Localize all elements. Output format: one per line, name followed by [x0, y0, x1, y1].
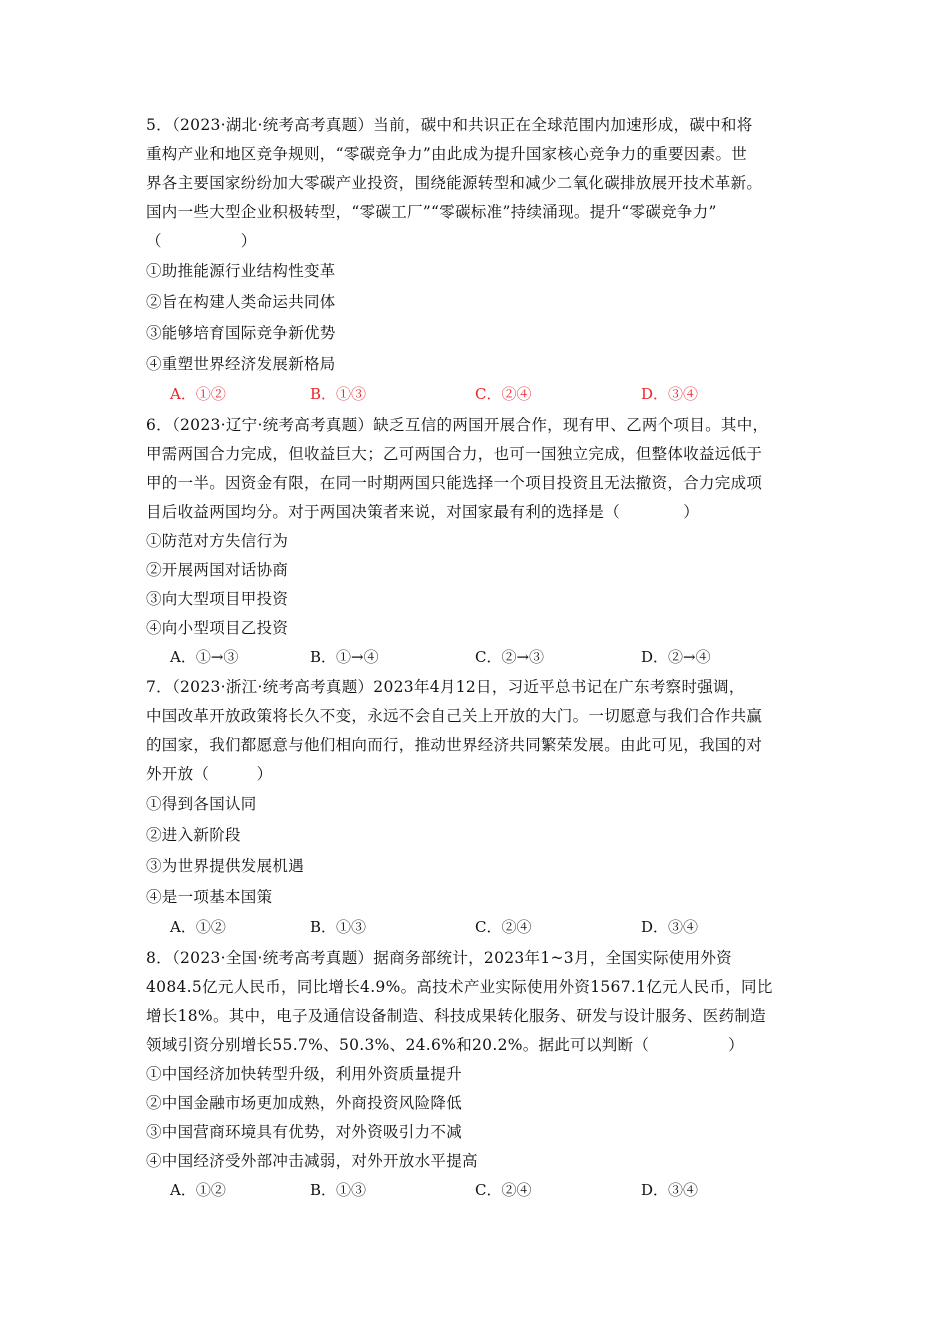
statement-option: ③能够培育国际竞争新优势	[146, 324, 336, 342]
question-stem-line: 重构产业和地区竞争规则，“零碳竞争力”由此成为提升国家核心竞争力的重要因素。世	[146, 145, 748, 163]
choice-a[interactable]: A．①②	[170, 1181, 226, 1199]
statement-option: ④重塑世界经济发展新格局	[146, 355, 336, 373]
statement-option: ②旨在构建人类命运共同体	[146, 293, 336, 311]
question-stem-line: 增长18%。其中，电子及通信设备制造、科技成果转化服务、研发与设计服务、医药制造	[146, 1007, 766, 1025]
question-8	[146, 944, 836, 1205]
question-stem-line: 的国家，我们都愿意与他们相向而行，推动世界经济共同繁荣发展。由此可见，我国的对	[146, 736, 763, 754]
statement-option: ①助推能源行业结构性变革	[146, 262, 336, 280]
statement-option: ①防范对方失信行为	[146, 532, 289, 550]
choice-a[interactable]: A．①→③	[170, 648, 239, 666]
choice-b[interactable]: B．①③	[310, 918, 367, 936]
statement-option: ②进入新阶段	[146, 826, 241, 844]
statement-option: ④中国经济受外部冲击减弱，对外开放水平提高	[146, 1152, 478, 1170]
question-stem-line: 中国改革开放政策将长久不变，永远不会自己关上开放的大门。一切愿意与我们合作共赢	[146, 707, 763, 725]
statement-option: ②中国金融市场更加成熟，外商投资风险降低	[146, 1094, 463, 1112]
question-stem-line: 4084.5亿元人民币，同比增长4.9%。高技术产业实际使用外资1567.1亿元人民币，同比	[146, 978, 773, 996]
choice-c[interactable]: C．②④	[475, 385, 532, 403]
answer-choices	[146, 913, 836, 942]
statement-option: ①中国经济加快转型升级，利用外资质量提升	[146, 1065, 463, 1083]
question-6	[146, 411, 836, 672]
statement-option: ①得到各国认同	[146, 795, 257, 813]
statement-option: ④是一项基本国策	[146, 888, 273, 906]
choice-d[interactable]: D．③④	[641, 918, 699, 936]
question-stem-line: 国内一些大型企业积极转型，“零碳工厂”“零碳标准”持续涌现。提升“零碳竞争力”	[146, 203, 717, 221]
question-stem-line: 领域引资分别增长55.7%、50.3%、24.6%和20.2%。据此可以判断（ ）	[146, 1036, 744, 1054]
choice-b[interactable]: B．①→④	[310, 648, 379, 666]
choice-b[interactable]: B．①③	[310, 1181, 367, 1199]
question-stem-line: 甲的一半。因资金有限，在同一时期两国只能选择一个项目投资且无法撤资，合力完成项	[146, 474, 763, 492]
choice-c[interactable]: C．②→③	[475, 648, 545, 666]
choice-b[interactable]: B．①③	[310, 385, 367, 403]
answer-choices	[146, 643, 836, 672]
question-stem-line: 5．（2023·湖北·统考高考真题）当前，碳中和共识正在全球范围内加速形成，碳中和将	[146, 116, 753, 134]
choice-c[interactable]: C．②④	[475, 1181, 532, 1199]
statement-option: ②开展两国对话协商	[146, 561, 289, 579]
answer-choices	[146, 1176, 836, 1205]
question-stem-line: 8．（2023·全国·统考高考真题）据商务部统计，2023年1~3月，全国实际使用外资	[146, 949, 732, 967]
choice-a[interactable]: A．①②	[170, 918, 226, 936]
question-stem-line: 外开放（ ）	[146, 765, 273, 783]
question-stem-line: 目后收益两国均分。对于两国决策者来说，对国家最有利的选择是（ ）	[146, 503, 700, 521]
choice-d[interactable]: D．③④	[641, 1181, 699, 1199]
question-stem-line: 界各主要国家纷纷加大零碳产业投资，围绕能源转型和减少二氧化碳排放展开技术革新。	[146, 174, 763, 192]
answer-choices	[146, 380, 836, 409]
question-stem-line: 甲需两国合力完成，但收益巨大；乙可两国合力，也可一国独立完成，但整体收益远低于	[146, 445, 763, 463]
choice-d[interactable]: D．②→④	[641, 648, 711, 666]
question-7	[146, 673, 836, 942]
choice-c[interactable]: C．②④	[475, 918, 532, 936]
question-5	[146, 111, 836, 409]
answer-bracket: （ ）	[146, 232, 257, 250]
choice-d[interactable]: D．③④	[641, 385, 699, 403]
question-stem-line: 6．（2023·辽宁·统考高考真题）缺乏互信的两国开展合作，现有甲、乙两个项目。其中，	[146, 416, 769, 434]
question-stem-line: 7．（2023·浙江·统考高考真题）2023年4月12日，习近平总书记在广东考察时强调，	[146, 678, 745, 696]
choice-a[interactable]: A．①②	[170, 385, 226, 403]
statement-option: ③为世界提供发展机遇	[146, 857, 305, 875]
statement-option: ③中国营商环境具有优势，对外资吸引力不减	[146, 1123, 463, 1141]
statement-option: ③向大型项目甲投资	[146, 590, 289, 608]
statement-option: ④向小型项目乙投资	[146, 619, 289, 637]
